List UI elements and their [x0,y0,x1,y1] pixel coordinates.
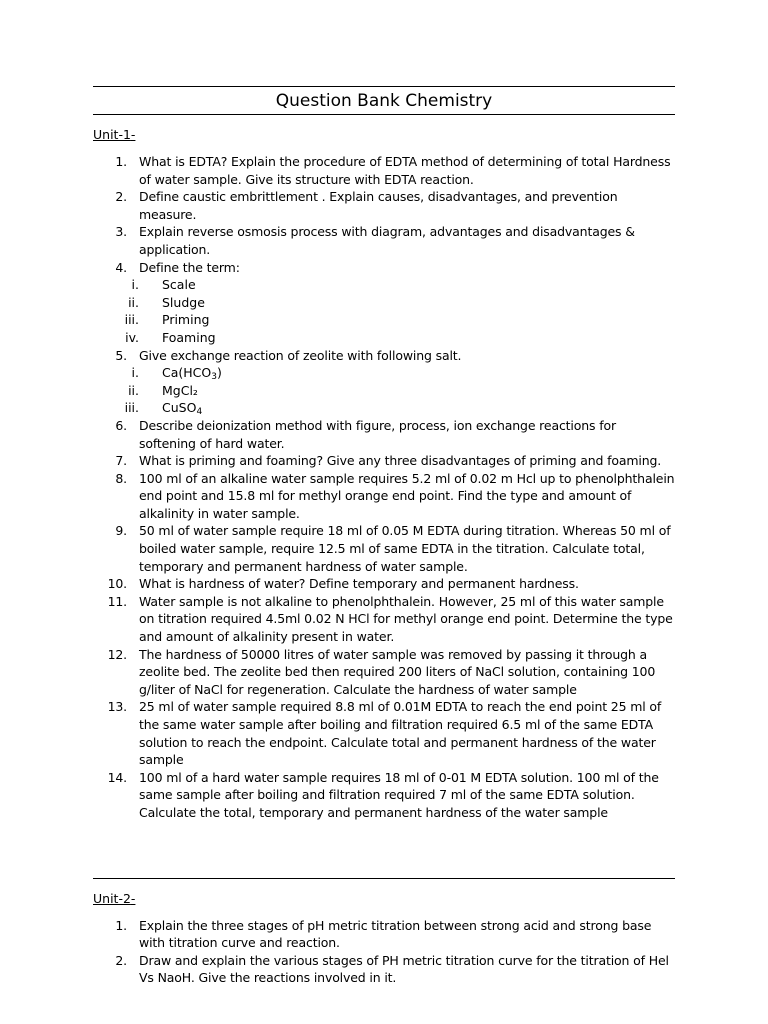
question-item [93,769,675,822]
salt-item-copper-sulfate [93,399,675,417]
question-item [93,470,675,523]
term-text: Sludge [162,294,205,310]
question-text: Explain reverse osmosis process with diagram, advantages and disadvantages & application. [139,224,635,257]
term-item-sludge [93,294,675,312]
term-text: Foaming [162,329,216,345]
term-text: Scale [162,277,196,293]
unit-2-heading-suffix: - [130,890,136,906]
question-number: 14. [107,769,127,785]
question-number: 10. [107,576,127,592]
question-text: 100 ml of a hard water sample requires 18 ml of 0-01 M EDTA solution. 100 ml of the same sample after boiling and filtration required 7 ml of the same EDTA solution. Calculate the total, temporary and permanent hardness of the water sample [139,769,659,820]
question-text: 50 ml of water sample require 18 ml of 0.05 M EDTA during titration. Whereas 50 ml of boiled water sample, require 12.5 ml of same EDTA in the titration. Calculate total, temporary and permanent hardness of water sample. [139,523,671,574]
question-item [93,698,675,768]
question-number: 6. [115,417,127,433]
salt-item-calcium-bicarbonate [93,364,675,382]
question-text: What is hardness of water? Define temporary and permanent hardness. [139,576,579,592]
question-text: Water sample is not alkaline to phenolphthalein. However, 25 ml of this water sample on titration required 4.5ml 0.02 N HCl for methyl orange end point. Determine the type and amount of alkalinity present in water. [139,593,673,645]
question-text: What is EDTA? Explain the procedure of EDTA method of determining of total Hardness of water sample. Give its structure with EDTA reaction. [139,154,671,187]
salt-formula-subscript: 4 [196,407,203,418]
question-number: 1. [115,154,127,169]
roman-numeral: i. [131,277,139,293]
question-number: 12. [107,646,127,662]
question-text: Explain the three stages of pH metric titration between strong acid and strong base with titration curve and reaction. [139,917,652,951]
question-item [93,593,675,646]
question-item [93,259,675,277]
question-number: 9. [115,523,127,539]
salt-formula-main: MgCl₂ [162,382,198,398]
roman-numeral: ii. [128,382,139,398]
term-item-scale [93,276,675,294]
document-page [93,86,675,987]
question-number: 4. [115,259,127,275]
page-title: Question Bank Chemistry [275,91,493,111]
question-text: Give exchange reaction of zeolite with following salt. [139,347,462,363]
unit-1-heading-suffix: - [130,127,136,142]
salt-formula-main: CuSO [162,400,197,416]
salt-item-magnesium-chloride [93,382,675,400]
roman-numeral: i. [131,365,139,381]
question-number: 11. [107,593,127,609]
unit-2-top-rule [93,878,675,879]
salt-formula-main: Ca(HCO [162,365,212,381]
unit-1-heading [93,127,675,143]
question-item [93,347,675,365]
question-text: Describe deionization method with figure, process, ion exchange reactions for softening of hard water. [139,417,616,451]
question-item [93,522,675,575]
term-item-priming [93,311,675,329]
roman-numeral: ii. [128,294,139,310]
salt-formula-subscript: 3 [211,372,217,383]
question-item [93,575,675,593]
roman-numeral: iii. [124,312,139,328]
question-number: 5. [115,347,127,363]
question-item [93,452,675,470]
roman-numeral: iv. [125,329,139,345]
question-text: 25 ml of water sample required 8.8 ml of 0.01M EDTA to reach the end point 25 ml of the same water sample after boiling and filtration required 6.5 ml of the same EDTA solution to reach the endpoint. Calculate total and permanent hardness of the water sample [139,699,662,768]
question-item [93,917,675,952]
question-text: 100 ml of an alkaline water sample requires 5.2 ml of 0.02 m Hcl up to phenolphthalein end point and 15.8 ml for methyl orange end point. Find the type and amount of alkalinity in water sample. [139,470,675,521]
question-item [93,952,675,987]
question-number: 7. [115,453,127,469]
question-number: 2. [115,952,127,968]
unit-2-heading-label: Unit-2 [93,890,131,906]
question-item [93,153,675,188]
question-text: Define the term: [139,259,240,275]
title-bottom-rule [93,114,675,115]
question-text: The hardness of 50000 litres of water sample was removed by passing it through a zeolite bed. The zeolite bed then required 200 liters of NaCl solution, containing 100 g/liter of NaCl for regeneration. Calculate the hardness of water sample [139,646,656,697]
question-item [93,646,675,699]
roman-numeral: iii. [124,400,139,416]
question-text: Draw and explain the various stages of PH metric titration curve for the titration of Hel Vs NaoH. Give the reactions involved in it. [139,952,669,986]
unit-1-heading-label: Unit-1 [93,127,131,142]
question-number: 8. [115,470,127,486]
unit-2-heading [93,891,675,907]
question-item [93,223,675,258]
question-text: What is priming and foaming? Give any three disadvantages of priming and foaming. [139,453,662,469]
term-item-foaming [93,329,675,347]
term-text: Priming [162,312,210,328]
question-number: 1. [115,917,127,933]
question-item [93,188,675,223]
unit-2-question-list [93,917,675,987]
unit-1-question-list [93,153,675,822]
question-text: Define caustic embrittlement . Explain causes, disadvantages, and prevention measure. [139,189,618,222]
question-number: 13. [107,699,127,715]
question-item [93,417,675,452]
salt-formula-tail: ) [216,365,222,381]
question-number: 3. [115,224,127,240]
question-number: 2. [115,189,127,205]
